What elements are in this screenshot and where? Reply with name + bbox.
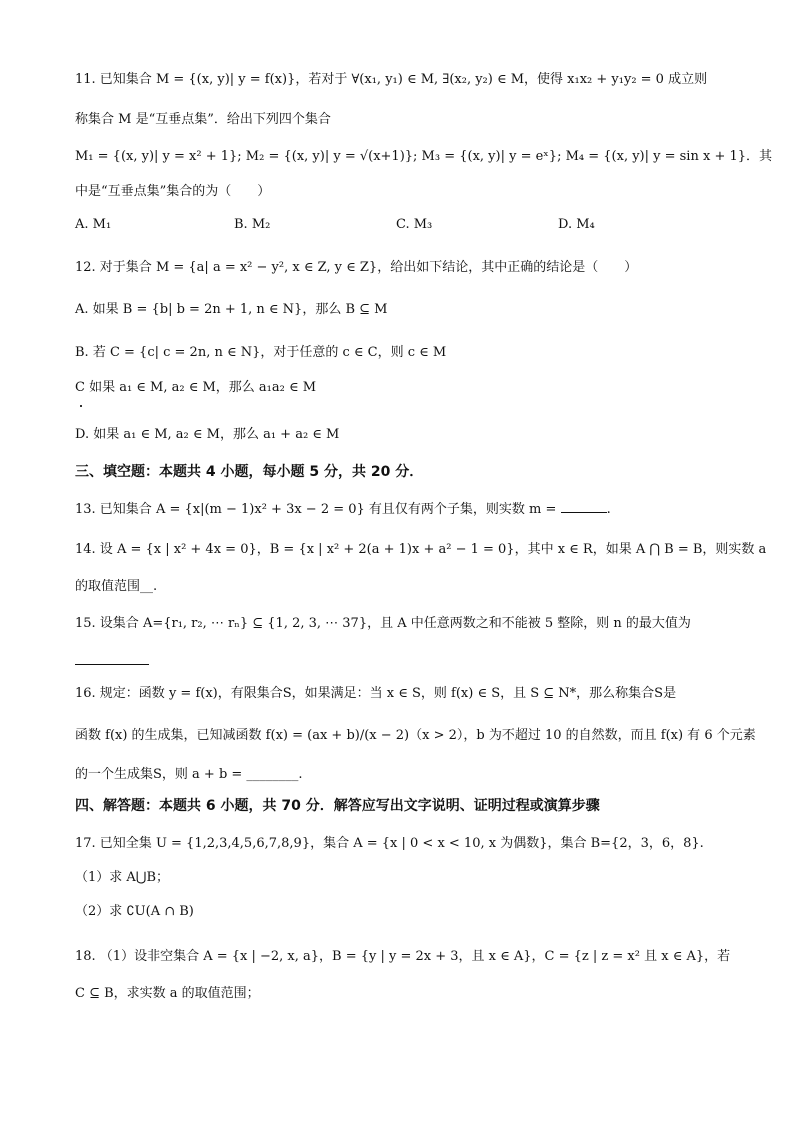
q18-line-1: 18. （1）设非空集合 A = {x | −2, x, a}，B = {y | y = 2x + 3，且 x ∈ A}，C = {z | z = x² 且 x ∈ A}，若 xyxy=(75,949,731,964)
q11-line-1: 11. 已知集合 M = {(x, y)| y = f(x)}，若对于 ∀(x₁, y₁) ∈ M, ∃(x₂, y₂) ∈ M，使得 x₁x₂ + y₁y₂ = 0 成立则 xyxy=(75,72,708,87)
q17-part-2: （2）求 ∁U(A ∩ B) xyxy=(75,904,194,919)
q14-line-2: 的取值范围__. xyxy=(75,579,158,594)
q12-stem: 12. 对于集合 M = {a| a = x² − y², x ∈ Z, y ∈ Z}，给出如下结论，其中正确的结论是（ ） xyxy=(75,260,638,275)
q11-line-2: 称集合 M 是“互垂点集”．给出下列四个集合 xyxy=(75,112,331,127)
q12-option-d: D. 如果 a₁ ∈ M, a₂ ∈ M，那么 a₁ + a₂ ∈ M xyxy=(75,427,340,442)
q16-line-3: 的一个生成集S，则 a + b = ________. xyxy=(75,767,303,782)
section-4-heading: 四、解答题：本题共 6 小题，共 70 分．解答应写出文字说明、证明过程或演算步骤 xyxy=(75,798,600,814)
q12-option-c: C 如果 a₁ ∈ M, a₂ ∈ M，那么 a₁a₂ ∈ M xyxy=(75,380,317,395)
q17-stem: 17. 已知全集 U = {1,2,3,4,5,6,7,8,9}，集合 A = {x | 0 < x < 10, x 为偶数}，集合 B={2，3，6，8}. xyxy=(75,836,704,851)
q11-line-3: M₁ = {(x, y)| y = x² + 1}; M₂ = {(x, y)| y = √(x+1)}; M₃ = {(x, y)| y = eˣ}; M₄ = {(x, y)| y = sin x + 1}．其 xyxy=(75,149,773,164)
stray-dot xyxy=(80,405,82,407)
q11-option-d: D. M₄ xyxy=(558,217,595,232)
q13-text xyxy=(75,498,611,520)
q16-line-1: 16. 规定：函数 y = f(x)，有限集合S，如果满足：当 x ∈ S，则 f(x) ∈ S，且 S ⊆ N*，那么称集合S是 xyxy=(75,686,677,701)
q18-line-2: C ⊆ B，求实数 a 的取值范围； xyxy=(75,986,260,1001)
q17-part-1: （1）求 A⋃B； xyxy=(75,870,170,885)
q12-option-a: A. 如果 B = {b| b = 2n + 1, n ∈ N}，那么 B ⊆ M xyxy=(75,302,388,317)
q12-option-b: B. 若 C = {c| c = 2n, n ∈ N}，对于任意的 c ∈ C，则 c ∈ M xyxy=(75,345,447,360)
q11-option-a: A. M₁ xyxy=(75,217,112,232)
q11-line-4: 中是“互垂点集”集合的为（ ） xyxy=(75,184,271,199)
q15-answer-blank xyxy=(75,664,149,665)
section-3-heading: 三、填空题：本题共 4 小题，每小题 5 分，共 20 分． xyxy=(75,464,424,480)
q11-option-c: C. M₃ xyxy=(396,217,433,232)
q13-stem: 13. 已知集合 A = {x|(m − 1)x² + 3x − 2 = 0} 有且仅有两个子集，则实数 m = xyxy=(75,502,557,517)
q14-line-1: 14. 设 A = {x | x² + 4x = 0}，B = {x | x² + 2(a + 1)x + a² − 1 = 0}，其中 x ∈ R，如果 A ⋂ B = B，则实数 a xyxy=(75,542,767,557)
q15-text: 15. 设集合 A={r₁, r₂, ⋯ rₙ} ⊆ {1, 2, 3, ⋯ 37}，且 A 中任意两数之和不能被 5 整除，则 n 的最大值为 xyxy=(75,616,691,631)
q13-end: . xyxy=(606,502,611,517)
q16-line-2: 函数 f(x) 的生成集，已知减函数 f(x) = (ax + b)/(x − 2)（x > 2），b 为不超过 10 的自然数，而且 f(x) 有 6 个元素 xyxy=(75,728,756,743)
q11-option-b: B. M₂ xyxy=(234,217,271,232)
q13-answer-blank xyxy=(561,498,607,513)
